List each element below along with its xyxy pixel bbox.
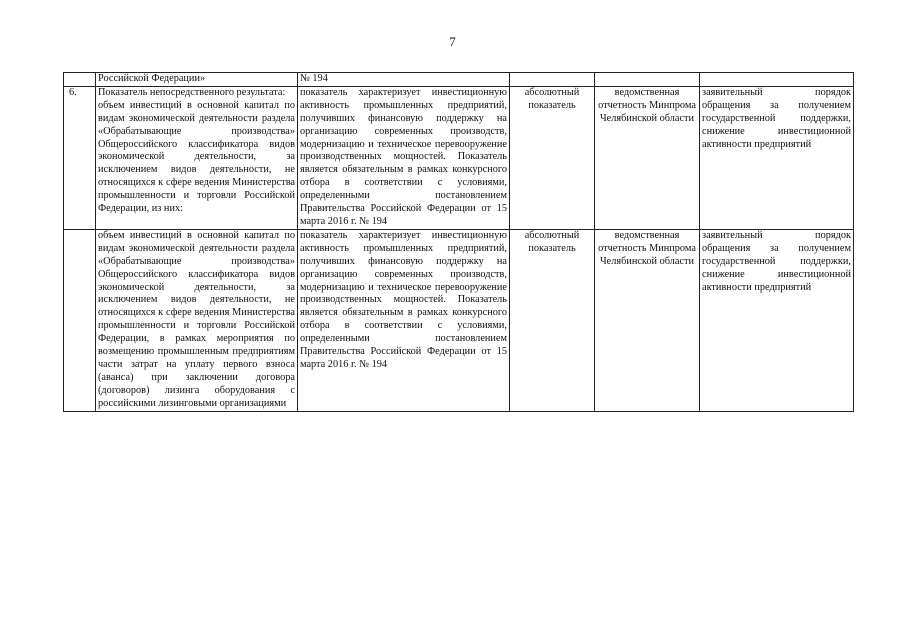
cell-row-number: 6. — [64, 86, 96, 229]
indicator-heading: Показатель непосредственного результата: — [98, 86, 286, 98]
indicators-table — [63, 72, 854, 412]
cell-method: заявительный порядок обращения за получением государственной поддержки, снижение инвестиционной активности предприятий — [700, 86, 854, 229]
cell-method: заявительный порядок обращения за получением государственной поддержки, снижение инвестиционной активности предприятий — [700, 229, 854, 411]
cell-characteristic: № 194 — [298, 73, 510, 87]
cell-unit: абсолютный показатель — [510, 86, 595, 229]
table-row-continuation — [64, 73, 854, 87]
cell-unit-empty — [510, 73, 595, 87]
cell-indicator-name — [96, 86, 298, 229]
cell-data-source: ведомственная отчетность Минпрома Челябинской области — [595, 86, 700, 229]
page-number: 7 — [449, 34, 456, 49]
cell-indicator-name: объем инвестиций в основной капитал по видам экономической деятельности раздела «Обрабатывающие производства» Общероссийского классификатора видов экономической деятельности, за исключением видов деятельности, не относящихся к сфере ведения Министерства промышленности и торговли Российской Федерации, в рамках мероприятия по возмещению промышленным предприятиям части затрат на уплату первого взноса (аванса) при заключении договора (договоров) лизинга оборудования с российскими лизинговыми организациями — [96, 229, 298, 411]
cell-unit: абсолютный показатель — [510, 229, 595, 411]
cell-number-empty — [64, 73, 96, 87]
cell-characteristic: показатель характеризует инвестиционную активность промышленных предприятий, получивших финансовую поддержку на организацию современных производств, модернизацию и техническое перевооружение производственных мощностей. Показатель является обязательным в рамках конкурсного отбора в соответствии с условиями, определенными постановлением Правительства Российской Федерации от 15 марта 2016 г. № 194 — [298, 229, 510, 411]
cell-characteristic: показатель характеризует инвестиционную активность промышленных предприятий, получивших финансовую поддержку на организацию современных производств, модернизацию и техническое перевооружение производственных мощностей. Показатель является обязательным в рамках конкурсного отбора в соответствии с условиями, определенными постановлением Правительства Российской Федерации от 15 марта 2016 г. № 194 — [298, 86, 510, 229]
cell-data-source: ведомственная отчетность Минпрома Челябинской области — [595, 229, 700, 411]
cell-name: Российской Федерации» — [96, 73, 298, 87]
cell-method-empty — [700, 73, 854, 87]
table-row-7 — [64, 229, 854, 411]
cell-source-empty — [595, 73, 700, 87]
cell-row-number — [64, 229, 96, 411]
table-row-6 — [64, 86, 854, 229]
indicator-description: объем инвестиций в основной капитал по видам экономической деятельности раздела «Обрабатывающие производства» Общероссийского классификатора видов экономической деятельности, за исключением видов деятельности, не относящихся к сфере ведения Министерства промышленности и торговли Российской Федерации, из них: — [98, 99, 295, 215]
